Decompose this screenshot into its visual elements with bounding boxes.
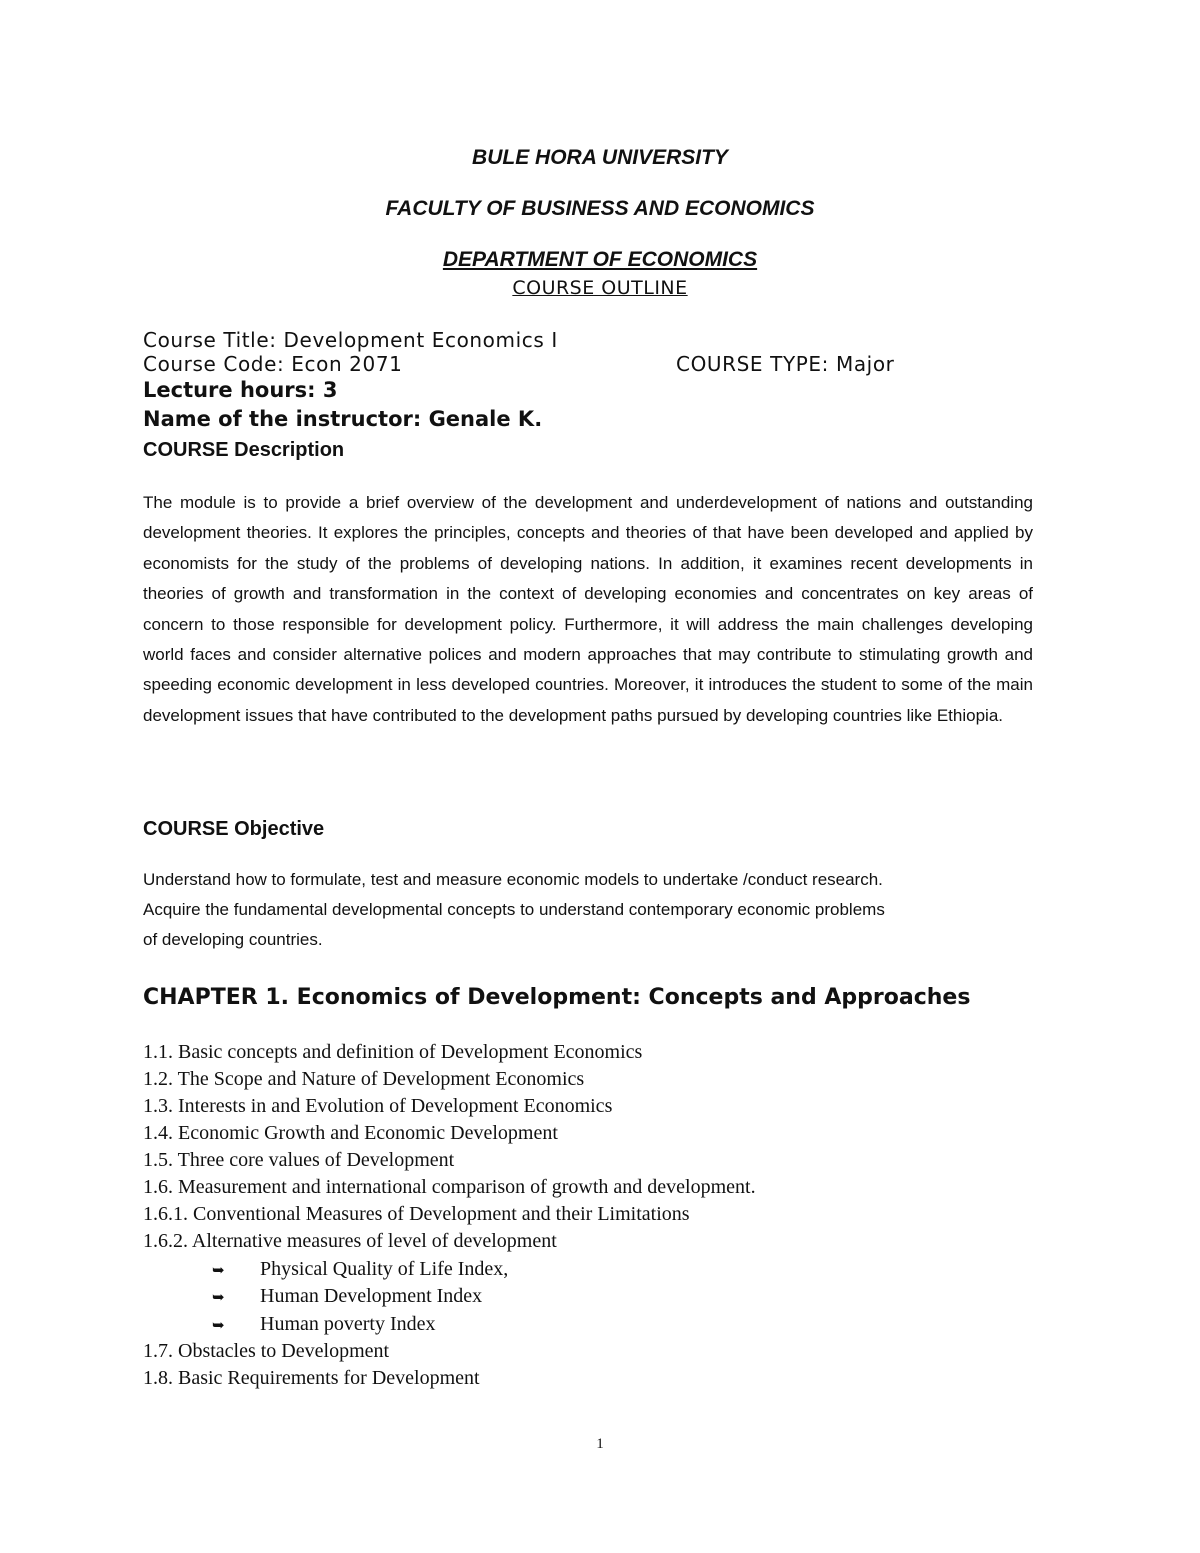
chapter-1-heading: CHAPTER 1. Economics of Development: Concepts and Approaches [143, 985, 971, 1010]
page-number: 1 [596, 1436, 604, 1452]
course-code: Course Code: Econ 2071 [143, 352, 403, 376]
toc-item: 1.4. Economic Growth and Economic Development [143, 1122, 558, 1144]
faculty-title: FACULTY OF BUSINESS AND ECONOMICS [385, 197, 815, 220]
toc-bullet-item [212, 1285, 482, 1308]
toc-item: 1.3. Interests in and Evolution of Development Economics [143, 1095, 613, 1117]
toc-item: 1.6.1. Conventional Measures of Development and their Limitations [143, 1203, 690, 1225]
arrow-bullet-icon: ➥ [212, 1261, 225, 1279]
course-type: COURSE TYPE: Major [676, 352, 895, 376]
toc-item: 1.2. The Scope and Nature of Development Economics [143, 1068, 585, 1090]
toc-item: 1.8. Basic Requirements for Development [143, 1367, 480, 1389]
lecture-hours: Lecture hours: 3 [143, 378, 338, 402]
objective-line: Acquire the fundamental developmental concepts to understand contemporary economic problems [143, 900, 885, 919]
toc-item: 1.7. Obstacles to Development [143, 1340, 390, 1362]
university-title: BULE HORA UNIVERSITY [472, 146, 728, 169]
course-title: Course Title: Development Economics I [143, 328, 558, 352]
objective-line: Understand how to formulate, test and measure economic models to undertake /conduct research. [143, 870, 883, 889]
description-heading: COURSE Description [143, 439, 345, 461]
toc-item: 1.5. Three core values of Development [143, 1149, 455, 1171]
description-paragraph: The module is to provide a brief overview of the development and underdevelopment of nations and outstanding development theories. It explores the principles, concepts and theories of that have been developed and applied by economists for the study of the problems of developing nations. In addition, it examines recent developments in theories of growth and transformation in the context of developing economies and concentrates on key areas of concern to those responsible for development policy. Furthermore, it will address the main challenges developing world faces and consider alternative polices and modern approaches that may contribute to stimulating growth and speeding economic development in less developed countries. Moreover, it introduces the student to some of the main development issues that have contributed to the development paths pursued by developing countries like Ethiopia. [143, 493, 1033, 725]
arrow-bullet-icon: ➥ [212, 1316, 225, 1334]
toc-bullet-label: Human poverty Index [260, 1313, 436, 1335]
toc-item: 1.6.2. Alternative measures of level of development [143, 1230, 557, 1252]
instructor-name: Name of the instructor: Genale K. [143, 407, 543, 431]
toc-item: 1.1. Basic concepts and definition of Development Economics [143, 1041, 643, 1063]
department-title: DEPARTMENT OF ECONOMICS [442, 248, 758, 271]
toc-item: 1.6. Measurement and international comparison of growth and development. [143, 1176, 756, 1198]
toc-bullet-item [212, 1258, 508, 1281]
toc-bullet-label: Human Development Index [260, 1285, 483, 1307]
toc-bullet-label: Physical Quality of Life Index, [260, 1258, 509, 1280]
course-outline-title: COURSE OUTLINE [512, 277, 688, 299]
objective-heading: COURSE Objective [143, 818, 325, 840]
arrow-bullet-icon: ➥ [212, 1288, 225, 1306]
toc-bullet-item [212, 1313, 436, 1336]
objective-line: of developing countries. [143, 930, 323, 949]
